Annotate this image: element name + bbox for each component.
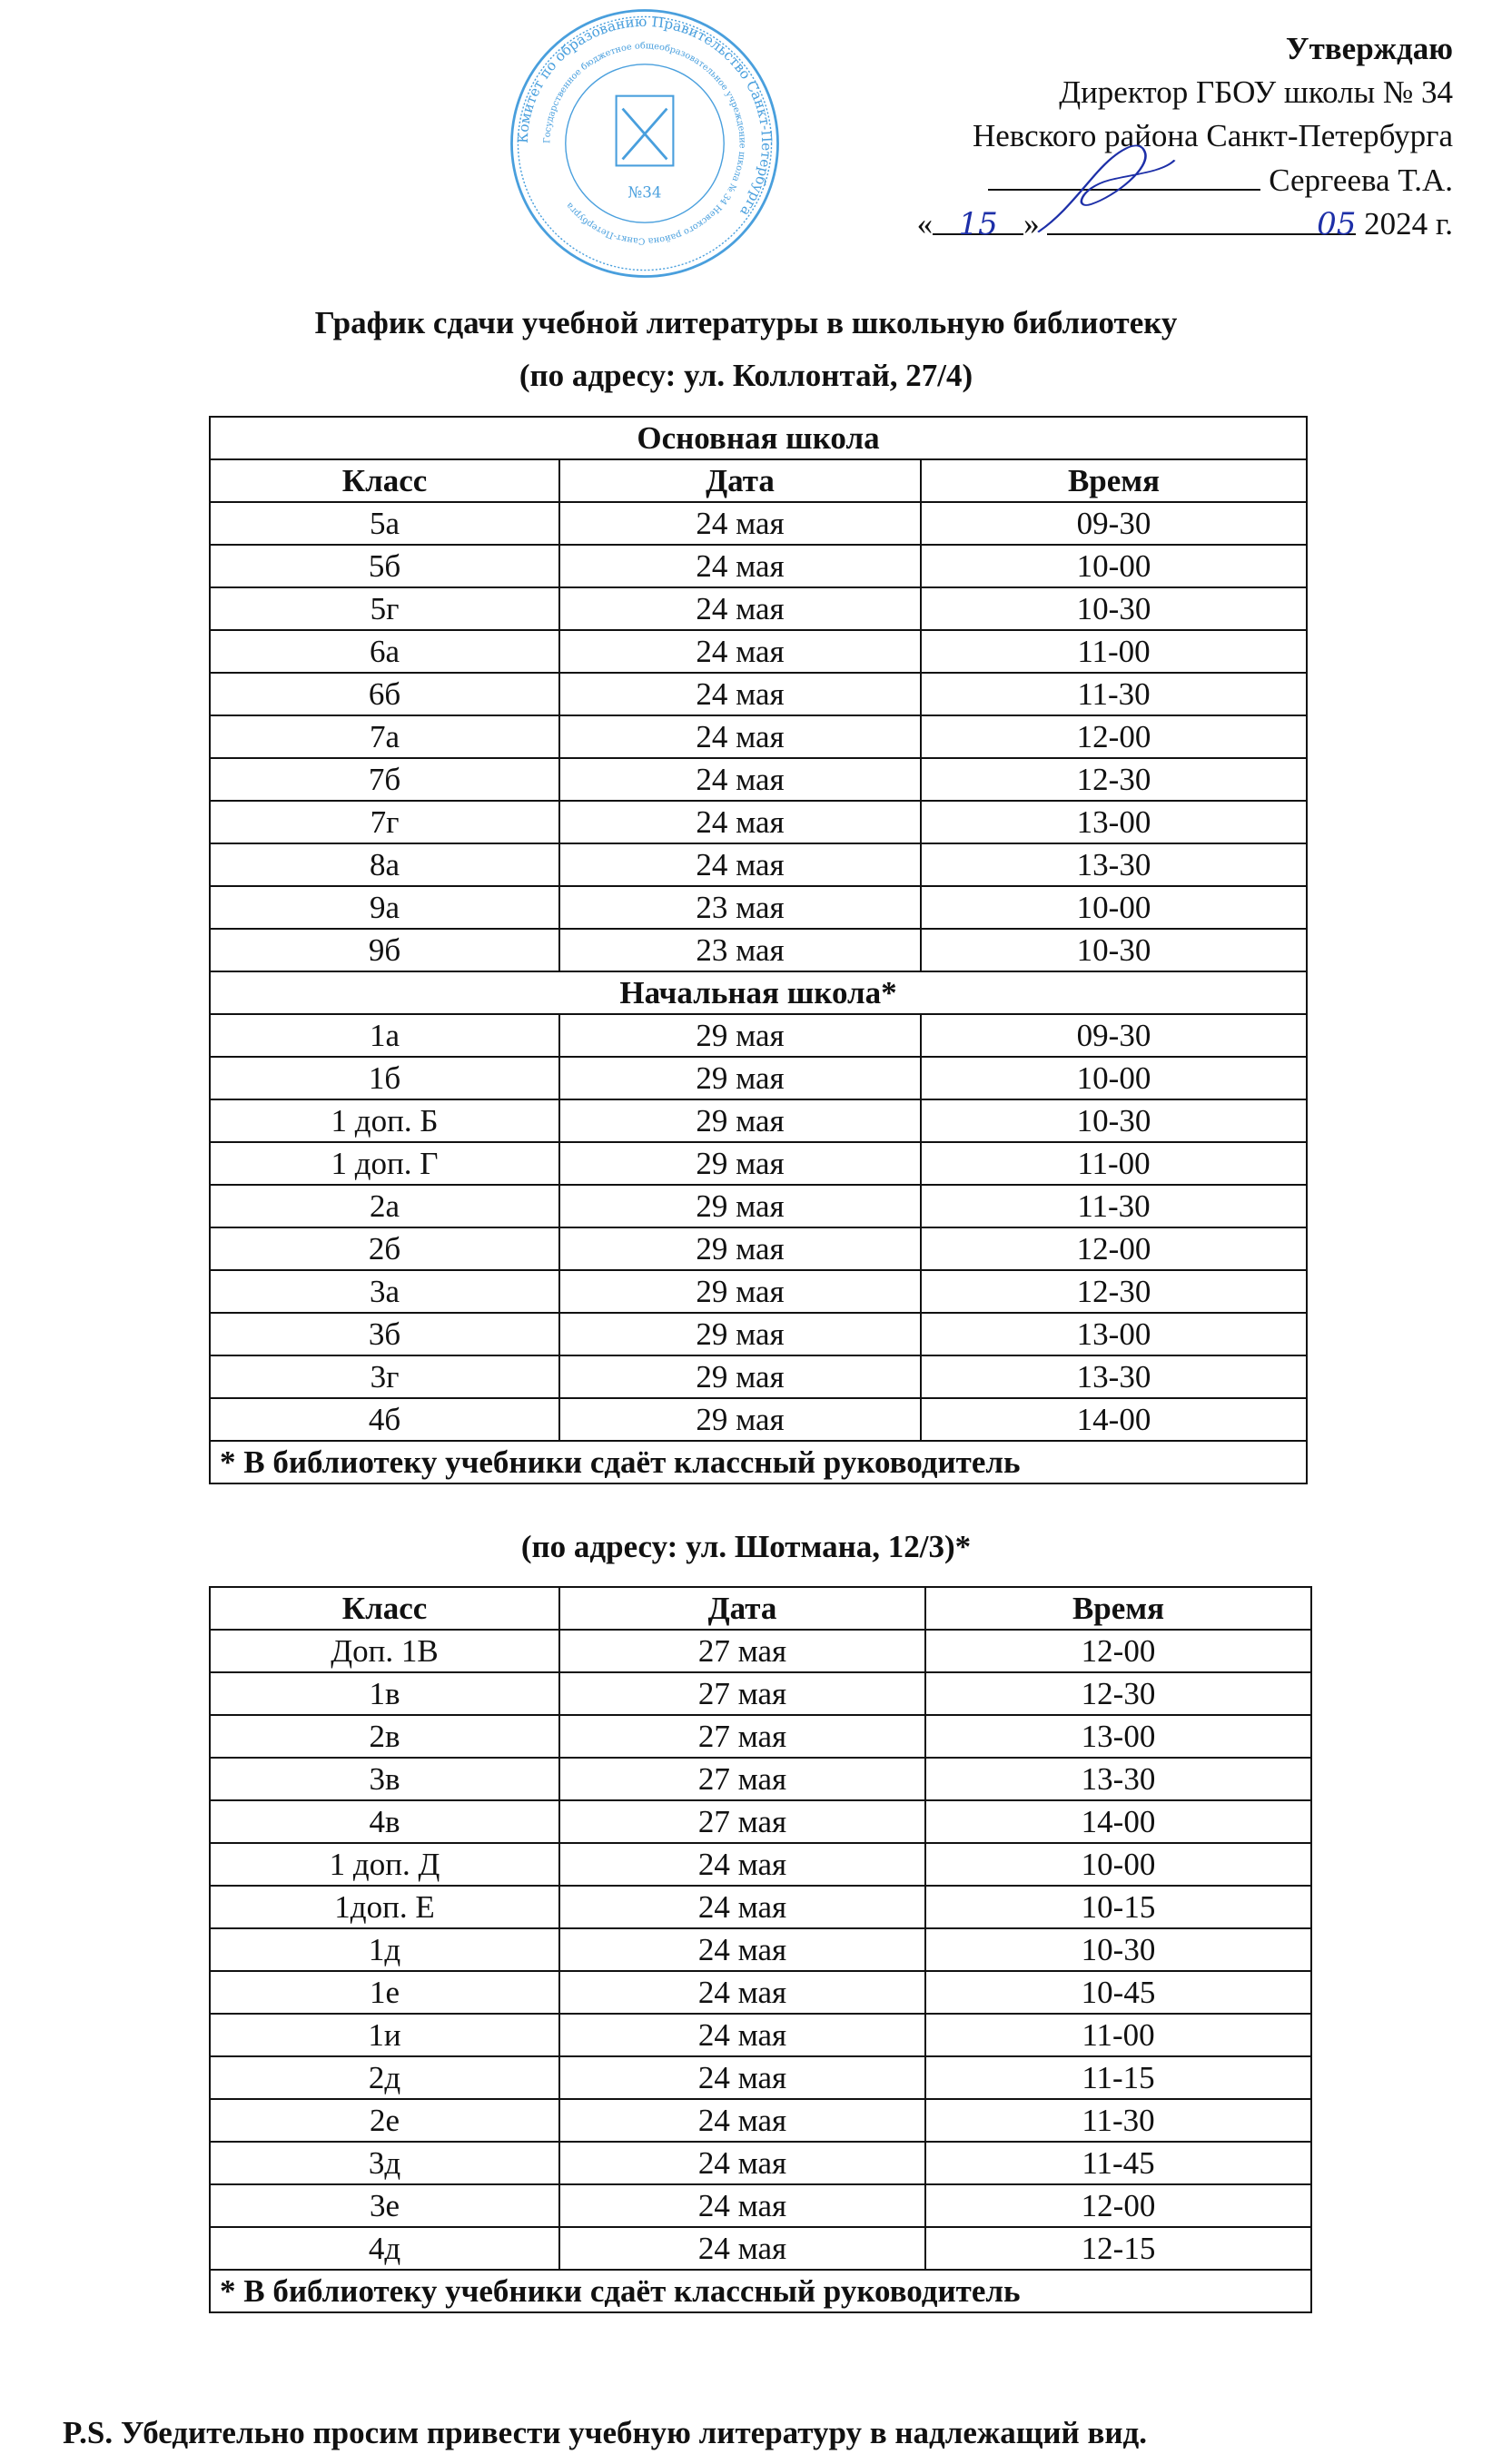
cell-class: 1доп. Е: [210, 1886, 559, 1928]
cell-class: 4в: [210, 1800, 559, 1843]
cell-class: 1 доп. Д: [210, 1843, 559, 1886]
cell-class: 6а: [210, 630, 559, 673]
approval-position: Директор ГБОУ школы № 34: [1059, 74, 1453, 110]
cell-class: 3а: [210, 1270, 559, 1313]
cell-time: 10-15: [925, 1886, 1311, 1928]
cell-class: 7а: [210, 715, 559, 758]
cell-date: 24 мая: [559, 2014, 925, 2056]
cell-time: 12-00: [921, 1227, 1307, 1270]
cell-class: 9б: [210, 929, 559, 971]
cell-time: 12-30: [925, 1672, 1311, 1715]
cell-date: 24 мая: [559, 630, 921, 673]
cell-time: 10-30: [921, 1099, 1307, 1142]
cell-class: 1в: [210, 1672, 559, 1715]
address-2: (по адресу: ул. Шотмана, 12/3)*: [520, 1529, 972, 1564]
column-header-class: Класс: [210, 459, 559, 502]
cell-time: 12-30: [921, 758, 1307, 801]
table-row: [210, 2014, 1311, 2056]
cell-time: 12-00: [921, 715, 1307, 758]
cell-time: 12-30: [921, 1270, 1307, 1313]
cell-time: 10-00: [921, 886, 1307, 929]
cell-time: 14-00: [921, 1398, 1307, 1441]
cell-date: 27 мая: [559, 1672, 925, 1715]
cell-time: 13-30: [921, 1355, 1307, 1398]
cell-date: 24 мая: [559, 545, 921, 587]
column-header-time: Время: [921, 459, 1307, 502]
cell-class: 2б: [210, 1227, 559, 1270]
approval-district: Невского района Санкт-Петербурга: [972, 118, 1453, 153]
table-row: [210, 1398, 1307, 1441]
section-main-school: Основная школа: [210, 417, 1307, 459]
cell-time: 10-00: [925, 1843, 1311, 1886]
table-row: [210, 1313, 1307, 1355]
cell-class: 1б: [210, 1057, 559, 1099]
table-footnote: * В библиотеку учебники сдаёт классный руководитель: [210, 2270, 1311, 2312]
cell-class: 1 доп. Г: [210, 1142, 559, 1185]
cell-date: 29 мая: [559, 1313, 921, 1355]
table-row: [210, 1355, 1307, 1398]
table-row: [210, 1928, 1311, 1971]
cell-time: 10-30: [921, 587, 1307, 630]
cell-date: 24 мая: [559, 801, 921, 843]
table-row: [210, 1800, 1311, 1843]
table-row: [210, 502, 1307, 545]
cell-class: 3б: [210, 1313, 559, 1355]
cell-time: 10-45: [925, 1971, 1311, 2014]
table-row: [210, 630, 1307, 673]
svg-text:№34: №34: [627, 182, 662, 202]
cell-class: 3е: [210, 2184, 559, 2227]
cell-time: 11-45: [925, 2142, 1311, 2184]
cell-class: 2а: [210, 1185, 559, 1227]
cell-class: 7г: [210, 801, 559, 843]
cell-date: 29 мая: [559, 1355, 921, 1398]
cell-time: 10-00: [921, 545, 1307, 587]
cell-date: 24 мая: [559, 1928, 925, 1971]
cell-time: 09-30: [921, 1014, 1307, 1057]
approval-block: [917, 27, 1453, 246]
cell-date: 23 мая: [559, 886, 921, 929]
table-row: [210, 2142, 1311, 2184]
school-seal-stamp: [509, 7, 781, 280]
cell-date: 27 мая: [559, 1715, 925, 1758]
cell-class: 3г: [210, 1355, 559, 1398]
table-row: [210, 2099, 1311, 2142]
svg-text:Комитет по образованию Правите: Комитет по образованию Правительство Санкт-Петербурга: [514, 13, 776, 220]
cell-date: 24 мая: [559, 502, 921, 545]
cell-time: 13-00: [921, 801, 1307, 843]
cell-date: 24 мая: [559, 715, 921, 758]
cell-class: 9а: [210, 886, 559, 929]
table-row: [210, 758, 1307, 801]
cell-time: 13-00: [925, 1715, 1311, 1758]
cell-date: 27 мая: [559, 1800, 925, 1843]
cell-class: 1и: [210, 2014, 559, 2056]
cell-date: 29 мая: [559, 1099, 921, 1142]
table-row: [210, 929, 1307, 971]
table-row: [210, 2184, 1311, 2227]
date-year: 2024 г.: [1364, 206, 1453, 241]
cell-time: 11-30: [925, 2099, 1311, 2142]
cell-class: 1е: [210, 1971, 559, 2014]
cell-date: 24 мая: [559, 2184, 925, 2227]
cell-time: 11-00: [921, 630, 1307, 673]
cell-class: 4д: [210, 2227, 559, 2270]
cell-class: 3в: [210, 1758, 559, 1800]
cell-class: 1а: [210, 1014, 559, 1057]
cell-time: 11-00: [925, 2014, 1311, 2056]
table-footnote: * В библиотеку учебники сдаёт классный руководитель: [210, 1441, 1307, 1483]
address-1: (по адресу: ул. Коллонтай, 27/4): [519, 358, 973, 393]
cell-time: 11-15: [925, 2056, 1311, 2099]
table-row: [210, 1014, 1307, 1057]
table-row: [210, 843, 1307, 886]
document-title: График сдачи учебной литературы в школьную библиотеку: [314, 305, 1178, 340]
date-day: 15: [958, 206, 998, 242]
cell-date: 24 мая: [559, 2056, 925, 2099]
table-row: [210, 1057, 1307, 1099]
cell-date: 29 мая: [559, 1185, 921, 1227]
approval-heading: Утверждаю: [1285, 31, 1453, 66]
table-row: [210, 1099, 1307, 1142]
cell-date: 24 мая: [559, 673, 921, 715]
table-row: [210, 1672, 1311, 1715]
cell-time: 12-15: [925, 2227, 1311, 2270]
cell-class: 1д: [210, 1928, 559, 1971]
cell-date: 29 мая: [559, 1142, 921, 1185]
cell-date: 29 мая: [559, 1057, 921, 1099]
cell-time: 10-00: [921, 1057, 1307, 1099]
postscript: P.S. Убедительно просим привести учебную литературу в надлежащий вид.: [63, 2415, 1147, 2450]
table-row: [210, 1630, 1311, 1672]
table-row: [210, 886, 1307, 929]
cell-date: 24 мая: [559, 1971, 925, 2014]
column-header-time: Время: [925, 1587, 1311, 1630]
table-row: [210, 1185, 1307, 1227]
cell-time: 12-00: [925, 1630, 1311, 1672]
cell-date: 24 мая: [559, 587, 921, 630]
cell-date: 29 мая: [559, 1227, 921, 1270]
table-row: [210, 1886, 1311, 1928]
cell-time: 12-00: [925, 2184, 1311, 2227]
cell-time: 10-30: [921, 929, 1307, 971]
table-row: [210, 1270, 1307, 1313]
director-signature: [1026, 136, 1181, 236]
cell-time: 09-30: [921, 502, 1307, 545]
table-row: [210, 1715, 1311, 1758]
approval-date-line: « 15 » 05 2024 г.: [917, 202, 1453, 246]
schedule-table-kollontai: [209, 416, 1308, 1484]
table-row: [210, 673, 1307, 715]
cell-class: 8а: [210, 843, 559, 886]
section-primary-school: Начальная школа*: [210, 971, 1307, 1014]
cell-class: 4б: [210, 1398, 559, 1441]
cell-time: 14-00: [925, 1800, 1311, 1843]
cell-date: 29 мая: [559, 1398, 921, 1441]
cell-class: 2е: [210, 2099, 559, 2142]
cell-class: 5а: [210, 502, 559, 545]
table-row: [210, 1227, 1307, 1270]
cell-class: 2в: [210, 1715, 559, 1758]
cell-date: 23 мая: [559, 929, 921, 971]
cell-time: 11-00: [921, 1142, 1307, 1185]
cell-class: 2д: [210, 2056, 559, 2099]
date-month: 05: [1317, 206, 1357, 242]
cell-class: 1 доп. Б: [210, 1099, 559, 1142]
column-header-class: Класс: [210, 1587, 559, 1630]
director-name: Сергеева Т.А.: [1269, 163, 1453, 198]
cell-date: 29 мая: [559, 1270, 921, 1313]
table-row: [210, 801, 1307, 843]
cell-time: 11-30: [921, 673, 1307, 715]
cell-time: 13-30: [925, 1758, 1311, 1800]
cell-date: 24 мая: [559, 2099, 925, 2142]
cell-class: 5б: [210, 545, 559, 587]
cell-time: 10-30: [925, 1928, 1311, 1971]
table-row: [210, 1843, 1311, 1886]
cell-date: 27 мая: [559, 1758, 925, 1800]
table-row: [210, 1758, 1311, 1800]
cell-date: 29 мая: [559, 1014, 921, 1057]
table-row: [210, 1971, 1311, 2014]
approval-signature-line: [917, 158, 1453, 202]
cell-date: 24 мая: [559, 2227, 925, 2270]
table-row: [210, 715, 1307, 758]
cell-class: 5г: [210, 587, 559, 630]
cell-class: 3д: [210, 2142, 559, 2184]
schedule-table-shotmana: [209, 1586, 1312, 2313]
cell-time: 13-30: [921, 843, 1307, 886]
cell-date: 24 мая: [559, 1886, 925, 1928]
cell-class: 6б: [210, 673, 559, 715]
table-row: [210, 2227, 1311, 2270]
cell-time: 13-00: [921, 1313, 1307, 1355]
cell-time: 11-30: [921, 1185, 1307, 1227]
cell-date: 24 мая: [559, 2142, 925, 2184]
table-row: [210, 2056, 1311, 2099]
table-row: [210, 545, 1307, 587]
column-header-date: Дата: [559, 1587, 925, 1630]
column-header-date: Дата: [559, 459, 921, 502]
cell-class: 7б: [210, 758, 559, 801]
cell-date: 27 мая: [559, 1630, 925, 1672]
table-row: [210, 587, 1307, 630]
cell-date: 24 мая: [559, 1843, 925, 1886]
cell-class: Доп. 1В: [210, 1630, 559, 1672]
svg-text:Государственное бюджетное обще: Государственное бюджетное общеобразовательное учреждение школа № 34 Невского района Санкт-Петербурга: [542, 41, 747, 246]
cell-date: 24 мая: [559, 758, 921, 801]
table-row: [210, 1142, 1307, 1185]
cell-date: 24 мая: [559, 843, 921, 886]
